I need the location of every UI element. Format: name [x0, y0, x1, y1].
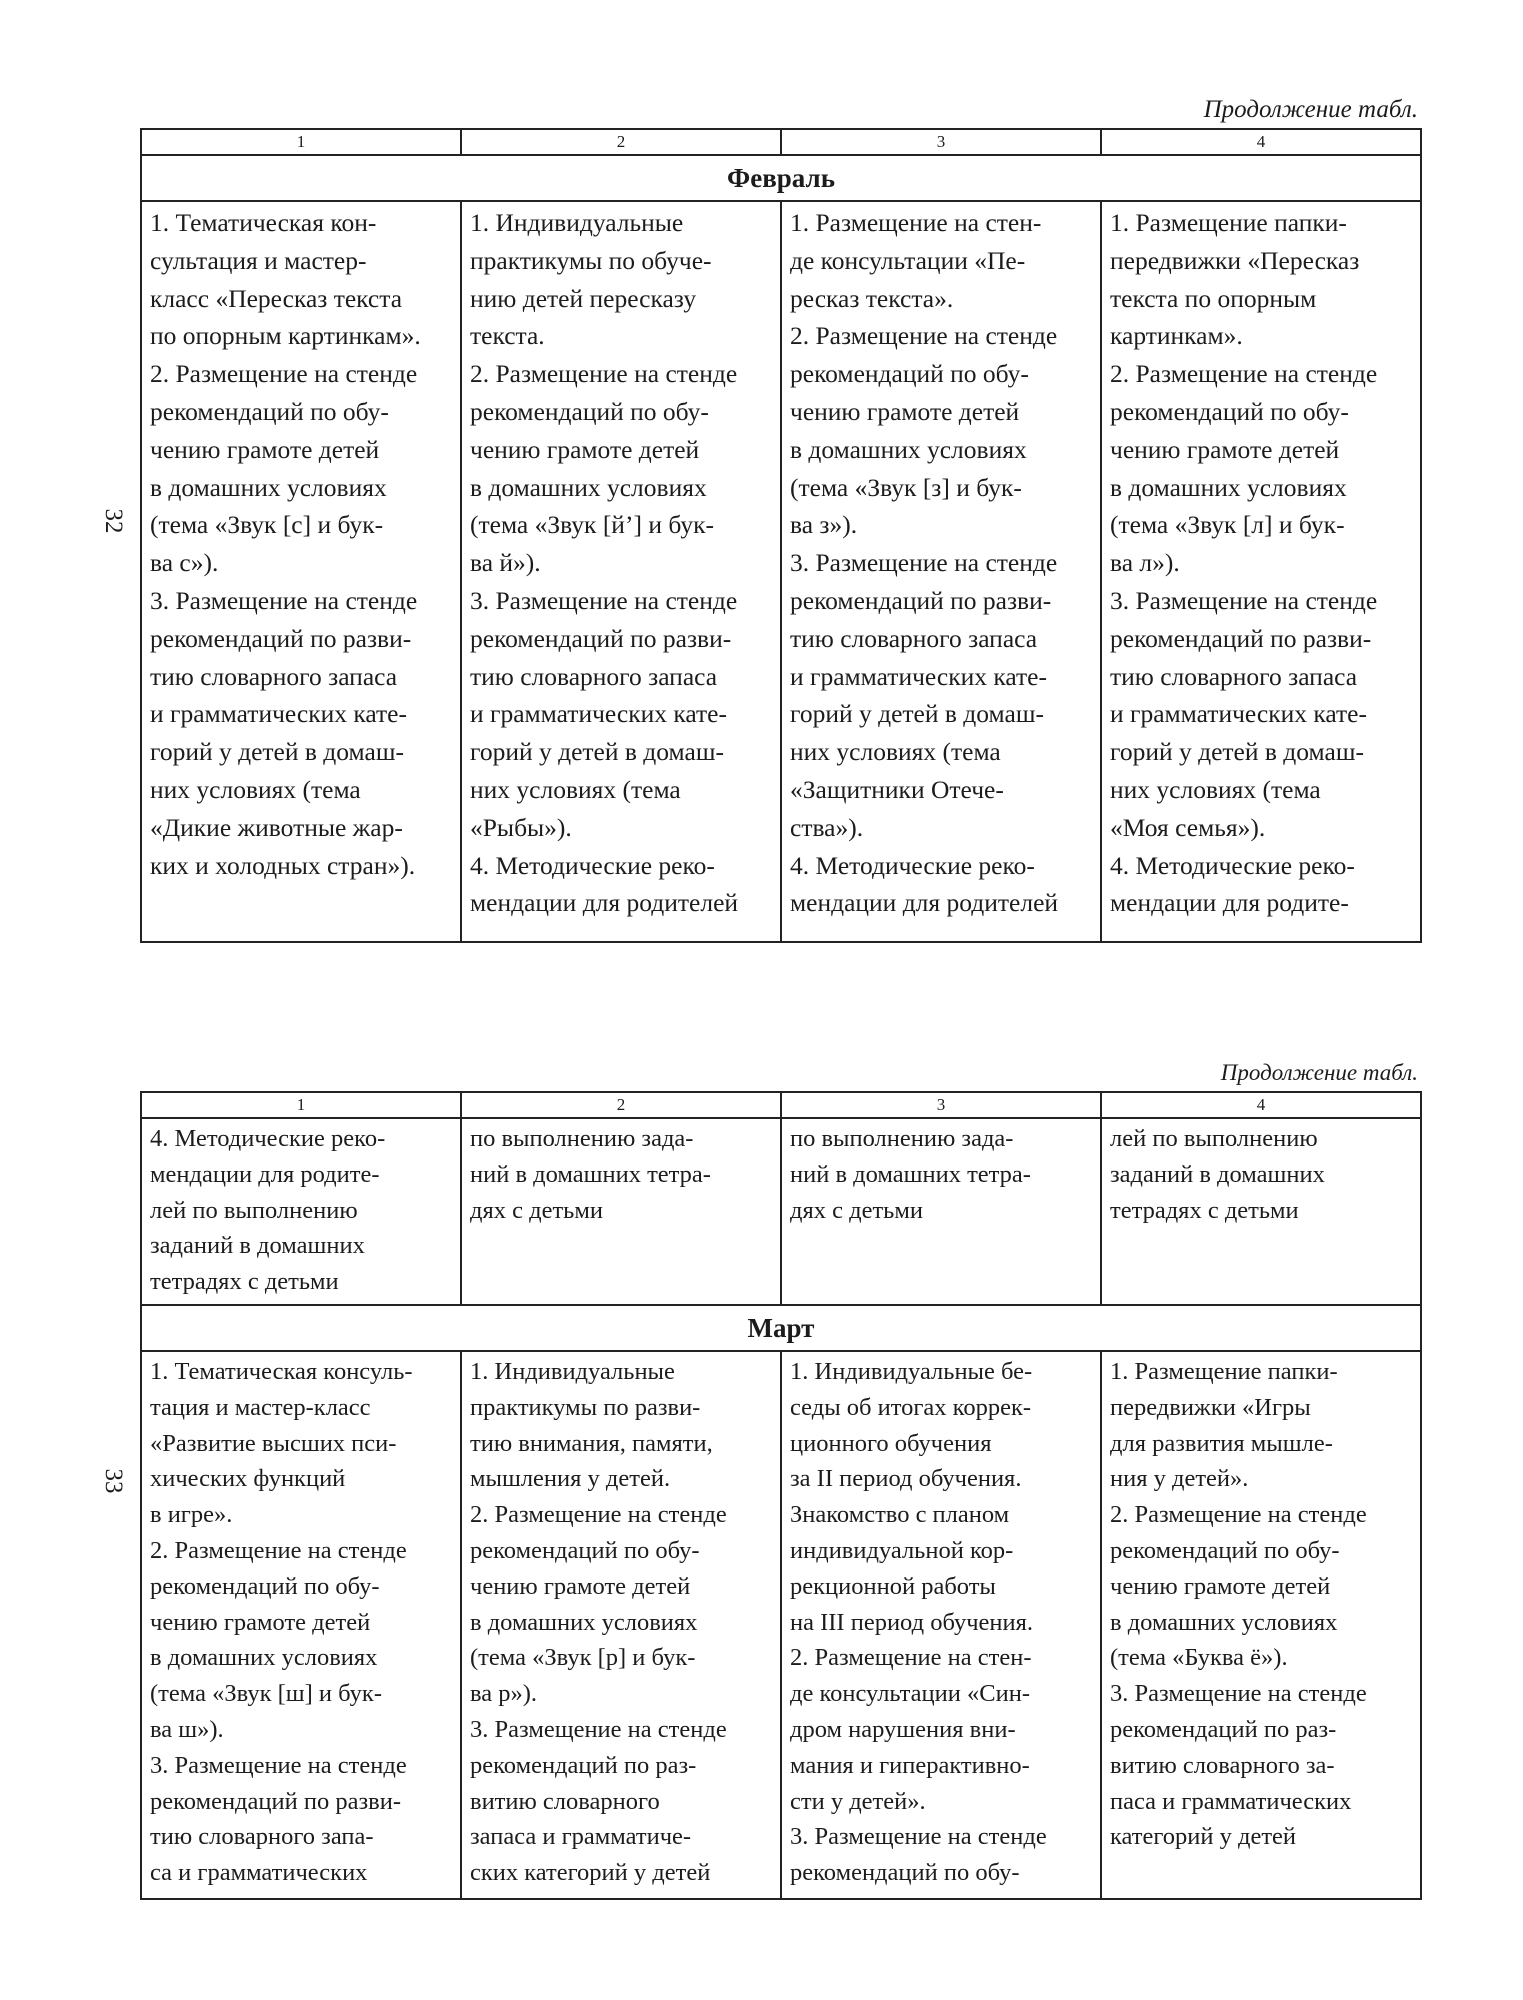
month-heading: Март [141, 1305, 1421, 1351]
table-block-march [140, 1055, 1422, 1900]
table-cell-col4: 1. Размещение папки- передвижки «Игры для развития мышле- ния у детей». 2. Размещение на стенде рекомендаций по обу- чению грамоте детей в домашних условиях (тема «Буква ё»). 3. Размещение на стенде рекомендаций по раз- витию словарного за- паса и грамматических категорий у детей [1101, 1351, 1421, 1899]
table-cell-col3: по выполнению зада- ний в домашних тетра- дях с детьми [781, 1118, 1101, 1305]
month-row [141, 1305, 1421, 1351]
table-cell-col4: 1. Размещение папки- передвижки «Пересказ текста по опорным картинкам». 2. Размещение на стенде рекомендаций по обу- чению грамоте детей в домашних условиях (тема «Звук [л] и бук- ва л»). 3. Размещение на стенде рекомендаций по разви- тию словарного запаса и грамматических кате- горий у детей в домаш- них условиях (тема «Моя семья»). 4. Методические реко- мендации для родите- [1101, 201, 1421, 942]
continuation-label: Продолжение табл. [1220, 1060, 1418, 1085]
table-row [141, 1351, 1421, 1899]
column-number-4: 4 [1101, 129, 1421, 155]
table-cell-col1: 1. Тематическая кон- сультация и мастер- класс «Пересказ текста по опорным картинкам». 2. Размещение на стенде рекомендаций по обу- чению грамоте детей в домашних условиях (тема «Звук [с] и бук- ва с»). 3. Размещение на стенде рекомендаций по разви- тию словарного запаса и грамматических кате- горий у детей в домаш- них условиях (тема «Дикие животные жар- ких и холодных стран»). [141, 201, 461, 942]
table-cell-col3: 1. Индивидуальные бе- седы об итогах коррек- ционного обучения за II период обучения. Знакомство с планом индивидуальной кор- рекционной работы на III период обучения. 2. Размещение на стен- де консультации «Син- дром нарушения вни- мания и гиперактивно- сти у детей». 3. Размещение на стенде рекомендаций по обу- [781, 1351, 1101, 1899]
table-cell-col1: 1. Тематическая консуль- тация и мастер-класс «Развитие высших пси- хических функций в игре». 2. Размещение на стенде рекомендаций по обу- чению грамоте детей в домашних условиях (тема «Звук [ш] и бук- ва ш»). 3. Размещение на стенде рекомендаций по разви- тию словарного запа- са и грамматических [141, 1351, 461, 1899]
column-number-3: 3 [781, 129, 1101, 155]
table-cell-col1: 4. Методические реко- мендации для родите- лей по выполнению заданий в домашних тетрадях с детьми [141, 1118, 461, 1305]
column-number-1: 1 [141, 129, 461, 155]
month-row [141, 155, 1421, 201]
table-block-february [140, 92, 1422, 943]
table-cell-col2: 1. Индивидуальные практикумы по обуче- нию детей пересказу текста. 2. Размещение на стенде рекомендаций по обу- чению грамоте детей в домашних условиях (тема «Звук [й’] и бук- ва й»). 3. Размещение на стенде рекомендаций по разви- тию словарного запаса и грамматических кате- горий у детей в домаш- них условиях (тема «Рыбы»). 4. Методические реко- мендации для родителей [461, 201, 781, 942]
column-number-2: 2 [461, 129, 781, 155]
column-number-4: 4 [1101, 1092, 1421, 1118]
page-number-32: 32 [100, 508, 127, 534]
table-cell-col2: 1. Индивидуальные практикумы по разви- тию внимания, памяти, мышления у детей. 2. Размещение на стенде рекомендаций по обу- чению грамоте детей в домашних условиях (тема «Звук [р] и бук- ва р»). 3. Размещение на стенде рекомендаций по раз- витию словарного запаса и грамматиче- ских категорий у детей [461, 1351, 781, 1899]
column-number-3: 3 [781, 1092, 1101, 1118]
table-cell-col2: по выполнению зада- ний в домашних тетра- дях с детьми [461, 1118, 781, 1305]
column-number-row [141, 1092, 1421, 1118]
continuation-label: Продолжение табл. [1203, 96, 1418, 123]
table-row [141, 1118, 1421, 1305]
table-row [141, 201, 1421, 942]
plan-table [140, 128, 1422, 943]
plan-table [140, 1091, 1422, 1900]
table-cell-col4: лей по выполнению заданий в домашних тетрадях с детьми [1101, 1118, 1421, 1305]
table-cell-col3: 1. Размещение на стен- де консультации «Пе- ресказ текста». 2. Размещение на стенде рекомендаций по обу- чению грамоте детей в домашних условиях (тема «Звук [з] и бук- ва з»). 3. Размещение на стенде рекомендаций по разви- тию словарного запаса и грамматических кате- горий у детей в домаш- них условиях (тема «Защитники Отече- ства»). 4. Методические реко- мендации для родителей [781, 201, 1101, 942]
column-number-1: 1 [141, 1092, 461, 1118]
month-heading: Февраль [141, 155, 1421, 201]
column-number-2: 2 [461, 1092, 781, 1118]
page-number-33: 33 [100, 1468, 127, 1494]
column-number-row [141, 129, 1421, 155]
